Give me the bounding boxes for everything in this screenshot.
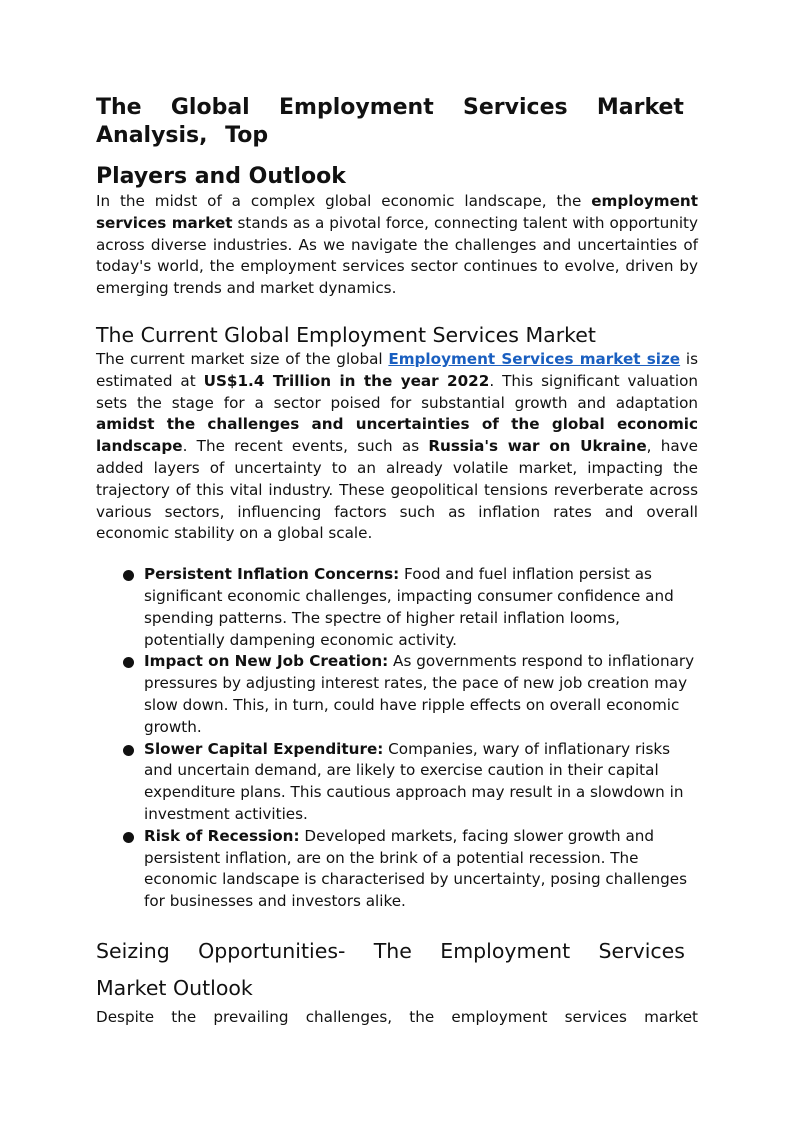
paragraph-text: . This significant valuation sets the stage for a sector poised for substantial growth and adaptation <box>96 371 699 412</box>
outlook-heading-line-2: Market Outlook <box>96 975 253 1000</box>
document-page <box>96 94 698 1029</box>
title-word: Market <box>596 95 684 120</box>
intro-text: stands as a pivotal force, connecting talent with opportunity across diverse industries. As we navigate the challenges and uncertainties of today's world, the employment services sector continues to evolve, driven by emerging trends and market dynamics. <box>96 213 698 298</box>
bullet-text: Developed markets, facing slower growth and persistent inflation, are on the brink of a potential recession. The economic landscape is characterised by uncertainty, posing challenges for businesses and investors alike. <box>144 826 687 911</box>
bullet-text: As governments respond to inflationary pressures by adjusting interest rates, the pace of new job creation may slow down. This, in turn, could have ripple effects on overall economic growth. <box>144 652 695 736</box>
bullet-label: Persistent Inflation Concerns: <box>144 565 400 584</box>
paragraph-bold: Russia's war on Ukraine <box>428 437 647 456</box>
section-heading-current-market: The Current Global Employment Services Market <box>96 322 596 347</box>
bullet-label: Impact on New Job Creation: <box>144 652 389 671</box>
intro-text: In the midst of a complex global economic landscape, the <box>96 192 592 210</box>
outlook-paragraph: Despite the prevailing challenges, the employment services market <box>96 1007 698 1026</box>
paragraph-text: , have added layers of uncertainty to an already volatile market, impacting the trajectory of this vital industry. These geopolitical tensions reverberate across various sectors, influencing factors such as inflation rates and overall economic stability on a global scale. <box>96 437 698 543</box>
title-word: Employment <box>279 95 434 120</box>
section-heading-outlook <box>96 933 698 1007</box>
title-word: Global <box>170 95 250 120</box>
paragraph-bold: amidst the challenges and uncertainties of the global economic landscape <box>96 415 698 456</box>
intro-bold: employment services market <box>96 192 698 232</box>
bullet-label: Slower Capital Expenditure: <box>144 739 384 758</box>
paragraph-text: is estimated at <box>96 349 698 390</box>
bullet-list <box>96 564 698 913</box>
list-item <box>120 564 698 651</box>
title-line-3: Players and Outlook <box>96 164 346 189</box>
bullet-text: Food and fuel inflation persist as significant economic challenges, impacting consumer confidence and spending patterns. The spectre of higher retail inflation looms, potentially dampening economic activity. <box>144 565 674 649</box>
intro-paragraph <box>96 191 698 300</box>
outlook-heading-line-1 <box>96 933 685 970</box>
bullet-label: Risk of Recession: <box>144 826 300 845</box>
list-item <box>120 826 698 913</box>
title-line-2: Analysis, Top <box>96 123 269 148</box>
heading-word: Services <box>598 938 685 963</box>
heading-word: Employment <box>440 938 571 963</box>
paragraph-bold: US$1.4 Trillion in the year 2022 <box>203 371 490 390</box>
bullet-text: Companies, wary of inflationary risks and uncertain demand, are likely to exercise caution in their capital expenditure plans. This cautious approach may result in a slowdown in investment activities. <box>144 739 684 823</box>
title-word: Services <box>463 95 568 120</box>
heading-word: The <box>373 938 412 963</box>
employment-services-market-size-link[interactable]: Employment Services market size <box>388 349 681 368</box>
market-size-paragraph <box>96 349 698 545</box>
list-item <box>120 739 698 826</box>
paragraph-text: . The recent events, such as <box>182 437 429 456</box>
title-word: The <box>96 95 142 120</box>
heading-word: Seizing <box>96 938 170 963</box>
heading-word: Opportunities- <box>198 938 346 963</box>
paragraph-text: The current market size of the global <box>96 349 389 368</box>
document-title <box>96 94 698 191</box>
title-line-1 <box>96 94 684 122</box>
list-item <box>120 651 698 738</box>
